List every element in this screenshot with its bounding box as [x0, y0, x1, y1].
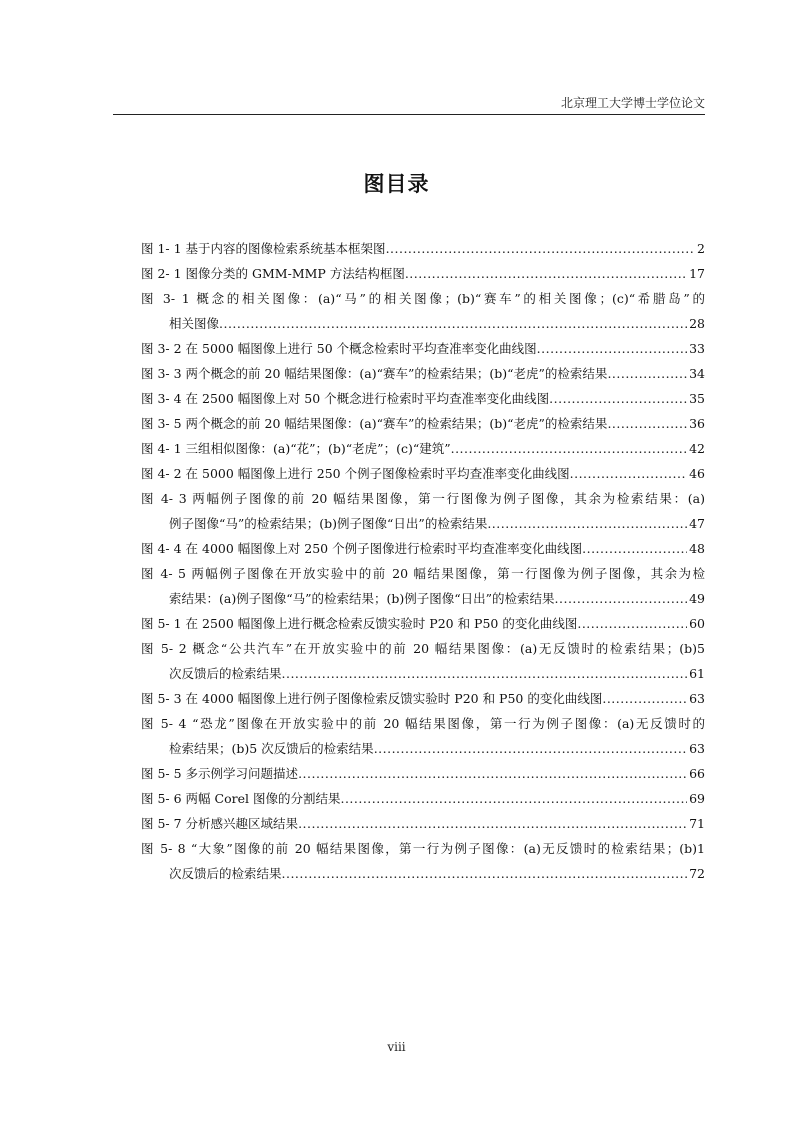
- toc-page-number: 61: [689, 666, 705, 681]
- dot-leader: [386, 236, 695, 261]
- toc-entry-title: 图 5- 2 概念“公共汽车”在开放实验中的前 20 幅结果图像：(a)无反馈时的检索结果；(b)5: [141, 641, 705, 656]
- toc-entry-continuation: [141, 311, 705, 336]
- toc-entry-line: [141, 236, 705, 261]
- toc-entry-title: 图 5- 6 两幅 Corel 图像的分割结果: [141, 791, 341, 806]
- dot-leader: [537, 336, 687, 361]
- toc-entry[interactable]: [141, 836, 705, 886]
- dot-leader: [282, 861, 688, 886]
- toc-entry-line: [141, 336, 705, 361]
- toc-entry-title: 检索结果；(b)5 次反馈后的检索结果: [169, 741, 374, 756]
- dot-leader: [607, 411, 687, 436]
- toc-entry-title: 图 4- 3 两幅例子图像的前 20 幅结果图像，第一行图像为例子图像，其余为检索结果：(a): [141, 491, 705, 506]
- toc-entry[interactable]: [141, 536, 705, 561]
- toc-entry[interactable]: [141, 411, 705, 436]
- toc-entry-line: [141, 686, 705, 711]
- toc-entry[interactable]: [141, 461, 705, 486]
- toc-entry-title: 图 5- 8 “大象”图像的前 20 幅结果图像，第一行为例子图像：(a)无反馈时的检索结果；(b)1: [141, 841, 705, 856]
- toc-entry-continuation: [141, 736, 705, 761]
- toc-entry-continuation: [141, 586, 705, 611]
- toc-page-number: 47: [689, 516, 705, 531]
- page-title: 图目录: [363, 171, 430, 196]
- toc-entry-line: [141, 611, 705, 636]
- header-text: 北京理工大学博士学位论文: [560, 96, 705, 110]
- toc-entry-line: [141, 261, 705, 286]
- toc-page-number: 49: [689, 591, 705, 606]
- dot-leader: [340, 786, 687, 811]
- toc-page-number: 33: [689, 341, 705, 356]
- toc-page-number: 72: [689, 866, 705, 881]
- toc-entry-line: [141, 411, 705, 436]
- toc-entry-line: [141, 836, 705, 861]
- toc-page-number: 63: [689, 741, 705, 756]
- toc-entry-title: 图 3- 3 两个概念的前 20 幅结果图像：(a)“赛车”的检索结果；(b)“老虎”的检索结果: [141, 366, 608, 381]
- toc-entry[interactable]: [141, 286, 705, 336]
- toc-entry[interactable]: [141, 361, 705, 386]
- toc-page-number: 2: [697, 241, 705, 256]
- toc-entry-title: 次反馈后的检索结果: [169, 866, 282, 881]
- dot-leader: [607, 361, 687, 386]
- toc-entry[interactable]: [141, 236, 705, 261]
- dot-leader: [577, 611, 687, 636]
- toc-page-number: 71: [689, 816, 705, 831]
- toc-entry-title: 图 4- 2 在 5000 幅图像上进行 250 个例子图像检索时平均查准率变化曲线图: [141, 466, 570, 481]
- toc-page-number: 17: [689, 266, 705, 281]
- list-of-figures: [141, 236, 705, 886]
- toc-entry-line: [141, 636, 705, 661]
- toc-entry[interactable]: [141, 261, 705, 286]
- toc-entry-line: [141, 561, 705, 586]
- toc-page-number: 34: [689, 366, 705, 381]
- toc-entry-title: 图 5- 1 在 2500 幅图像上进行概念检索反馈实验时 P20 和 P50 的变化曲线图: [141, 616, 578, 631]
- toc-entry-continuation: [141, 661, 705, 686]
- dot-leader: [487, 511, 687, 536]
- dot-leader: [549, 386, 687, 411]
- toc-entry-title: 索结果：(a)例子图像“马”的检索结果；(b)例子图像“日出”的检索结果: [169, 591, 555, 606]
- toc-entry-line: [141, 361, 705, 386]
- toc-entry-line: [141, 786, 705, 811]
- toc-entry-continuation: [141, 861, 705, 886]
- running-header: [113, 94, 705, 115]
- toc-entry-line: [141, 536, 705, 561]
- dot-leader: [582, 536, 687, 561]
- dot-leader: [298, 811, 687, 836]
- toc-entry-line: [141, 711, 705, 736]
- toc-entry-title: 相关图像: [169, 316, 220, 331]
- toc-entry[interactable]: [141, 336, 705, 361]
- toc-entry-line: [141, 386, 705, 411]
- toc-entry-title: 图 3- 2 在 5000 幅图像上进行 50 个概念检索时平均查准率变化曲线图: [141, 341, 537, 356]
- toc-page-number: 63: [689, 691, 705, 706]
- toc-entry[interactable]: [141, 436, 705, 461]
- toc-entry-title: 图 5- 4 “恐龙”图像在开放实验中的前 20 幅结果图像，第一行为例子图像：(a)无反馈时的: [141, 716, 705, 731]
- toc-entry-title: 图 3- 5 两个概念的前 20 幅结果图像：(a)“赛车”的检索结果；(b)“老虎”的检索结果: [141, 416, 608, 431]
- toc-entry-title: 图 5- 5 多示例学习问题描述: [141, 766, 299, 781]
- dot-leader: [555, 586, 688, 611]
- toc-entry-line: [141, 486, 705, 511]
- toc-entry[interactable]: [141, 486, 705, 536]
- toc-entry[interactable]: [141, 561, 705, 611]
- toc-entry-continuation: [141, 511, 705, 536]
- toc-page-number: 42: [689, 441, 705, 456]
- toc-page-number: 66: [689, 766, 705, 781]
- dot-leader: [282, 661, 688, 686]
- toc-entry[interactable]: [141, 811, 705, 836]
- toc-entry-title: 图 5- 3 在 4000 幅图像上进行例子图像检索反馈实验时 P20 和 P50 的变化曲线图: [141, 691, 603, 706]
- toc-entry-line: [141, 761, 705, 786]
- dot-leader: [405, 261, 687, 286]
- toc-entry-title: 图 4- 1 三组相似图像：(a)“花”；(b)“老虎”；(c)“建筑”: [141, 441, 451, 456]
- toc-entry-title: 次反馈后的检索结果: [169, 666, 282, 681]
- toc-entry[interactable]: [141, 636, 705, 686]
- toc-entry[interactable]: [141, 786, 705, 811]
- dot-leader: [219, 311, 687, 336]
- toc-entry[interactable]: [141, 686, 705, 711]
- toc-page-number: 48: [689, 541, 705, 556]
- toc-page-number: 69: [689, 791, 705, 806]
- toc-entry-title: 图 4- 4 在 4000 幅图像上对 250 个例子图像进行检索时平均查准率变化曲线图: [141, 541, 583, 556]
- toc-entry-line: [141, 436, 705, 461]
- toc-entry-title: 图 3- 4 在 2500 幅图像上对 50 个概念进行检索时平均查准率变化曲线图: [141, 391, 550, 406]
- toc-entry-line: [141, 286, 705, 311]
- toc-entry[interactable]: [141, 761, 705, 786]
- dot-leader: [374, 736, 687, 761]
- toc-page-number: 60: [689, 616, 705, 631]
- toc-entry-line: [141, 461, 705, 486]
- dot-leader: [451, 436, 687, 461]
- toc-entry[interactable]: [141, 611, 705, 636]
- toc-entry-title: 图 2- 1 图像分类的 GMM-MMP 方法结构框图: [141, 266, 405, 281]
- toc-entry-title: 例子图像“马”的检索结果；(b)例子图像“日出”的检索结果: [169, 516, 488, 531]
- toc-entry-title: 图 4- 5 两幅例子图像在开放实验中的前 20 幅结果图像，第一行图像为例子图像，其余为检: [141, 566, 705, 581]
- toc-page-number: 46: [689, 466, 705, 481]
- page-number: viii: [387, 1040, 406, 1054]
- toc-page-number: 35: [689, 391, 705, 406]
- toc-entry-title: 图 3- 1 概念的相关图像：(a)“马”的相关图像；(b)“赛车”的相关图像；(c)“希腊岛”的: [141, 291, 705, 306]
- dot-leader: [602, 686, 687, 711]
- toc-entry-title: 图 1- 1 基于内容的图像检索系统基本框架图: [141, 241, 386, 256]
- dot-leader: [298, 761, 687, 786]
- dot-leader: [570, 461, 687, 486]
- toc-entry[interactable]: [141, 386, 705, 411]
- toc-entry-title: 图 5- 7 分析感兴趣区域结果: [141, 816, 299, 831]
- toc-page-number: 36: [689, 416, 705, 431]
- toc-entry-line: [141, 811, 705, 836]
- toc-page-number: 28: [689, 316, 705, 331]
- toc-entry[interactable]: [141, 711, 705, 761]
